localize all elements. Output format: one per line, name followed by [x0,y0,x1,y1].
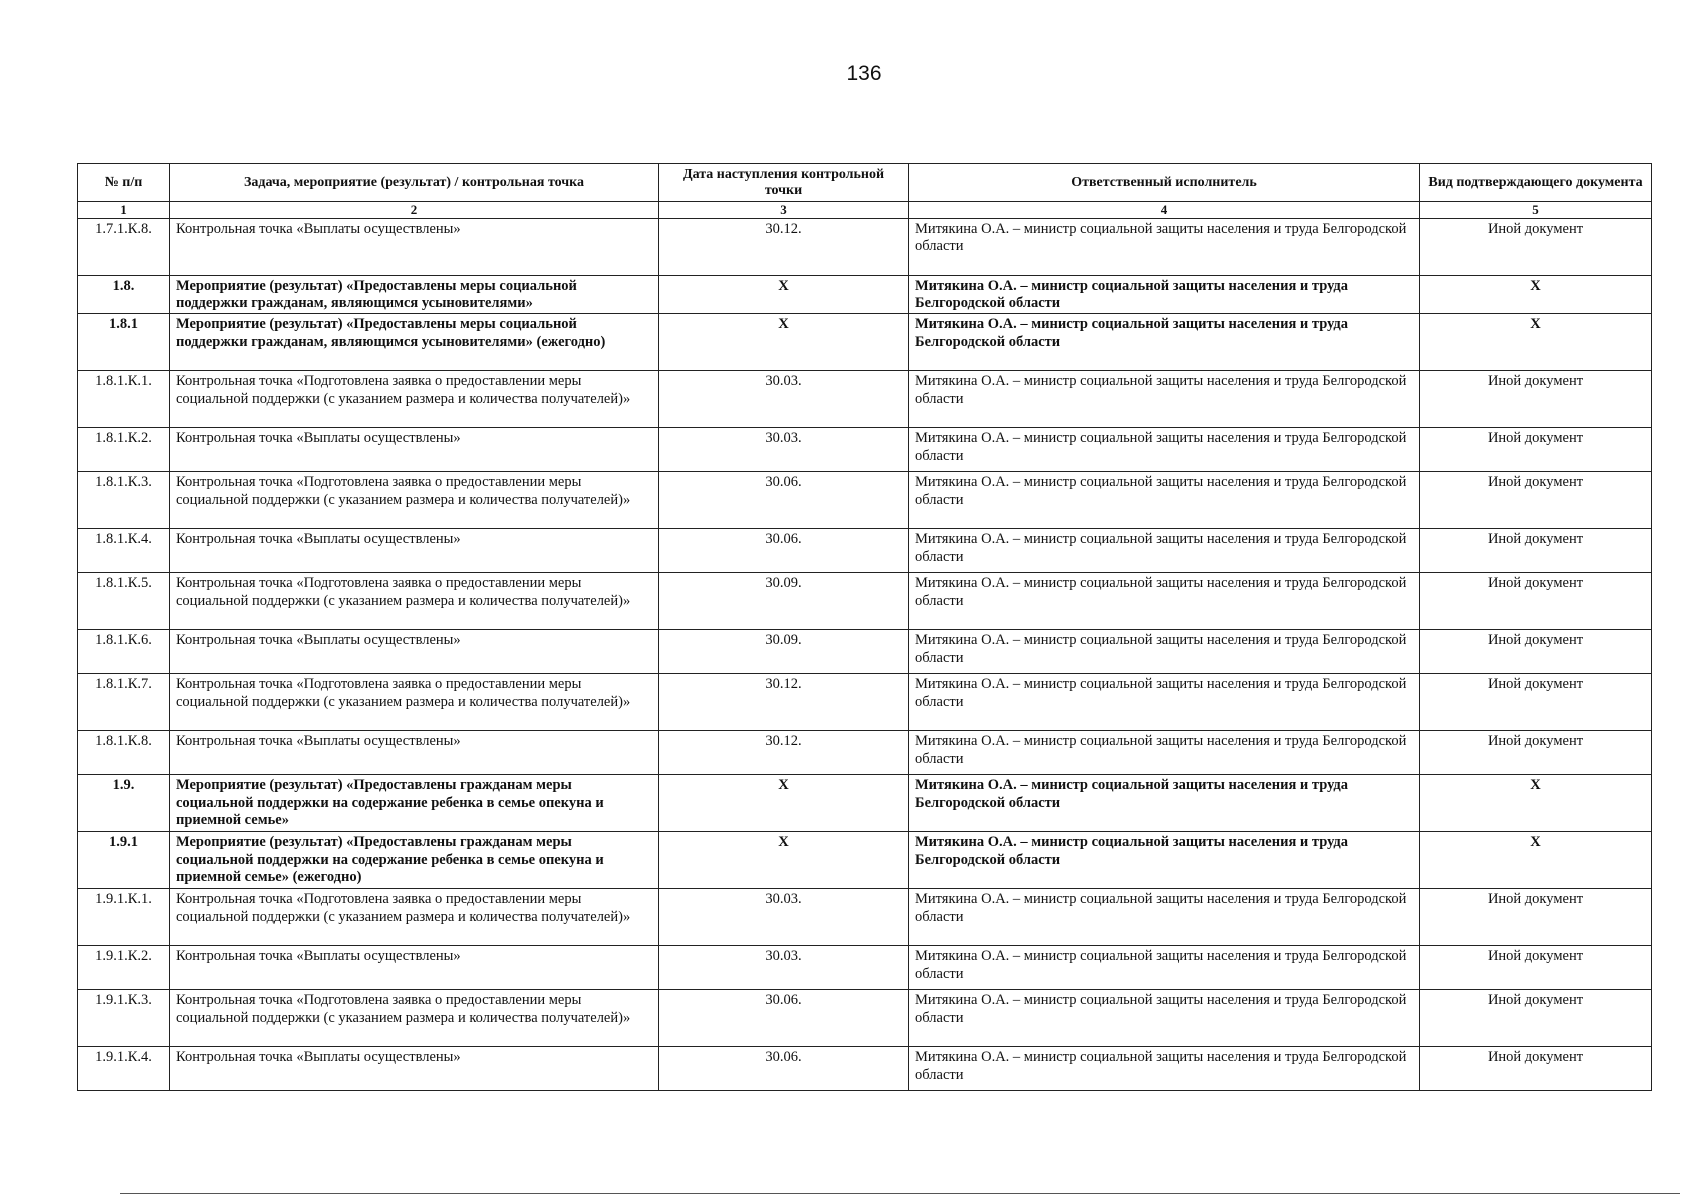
control-point-row [78,946,1652,990]
row-date: 30.06. [659,1047,909,1091]
row-date: 30.06. [659,529,909,573]
row-document-type: Иной документ [1420,889,1652,946]
row-responsible: Митякина О.А. – министр социальной защиты населения и труда Белгородской области [909,990,1420,1047]
row-responsible: Митякина О.А. – министр социальной защиты населения и труда Белгородской области [909,1047,1420,1091]
row-task: Контрольная точка «Подготовлена заявка о предоставлении меры социальной поддержки (с указанием размера и количества получателей)» [170,573,659,630]
control-point-row [78,990,1652,1047]
row-responsible: Митякина О.А. – министр социальной защиты населения и труда Белгородской области [909,832,1420,889]
row-responsible: Митякина О.А. – министр социальной защиты населения и труда Белгородской области [909,314,1420,371]
row-number: 1.7.1.К.8. [78,218,170,275]
row-document-type: Иной документ [1420,529,1652,573]
row-responsible: Митякина О.А. – министр социальной защиты населения и труда Белгородской области [909,371,1420,428]
header-date: Дата наступления контрольной точки [659,164,909,202]
row-responsible: Митякина О.А. – министр социальной защиты населения и труда Белгородской области [909,630,1420,674]
row-date: 30.12. [659,218,909,275]
row-responsible: Митякина О.А. – министр социальной защиты населения и труда Белгородской области [909,889,1420,946]
row-document-type: Иной документ [1420,573,1652,630]
control-point-row [78,218,1652,275]
row-number: 1.8.1.К.3. [78,472,170,529]
row-responsible: Митякина О.А. – министр социальной защиты населения и труда Белгородской области [909,472,1420,529]
row-date: Х [659,832,909,889]
column-number: 4 [909,202,1420,219]
row-task: Контрольная точка «Выплаты осуществлены» [170,428,659,472]
control-points-table [77,163,1652,1091]
activity-row [78,314,1652,371]
row-number: 1.8. [78,275,170,314]
row-number: 1.9.1 [78,832,170,889]
row-date: Х [659,275,909,314]
row-document-type: Иной документ [1420,218,1652,275]
row-number: 1.8.1.К.2. [78,428,170,472]
row-date: 30.06. [659,472,909,529]
row-task: Мероприятие (результат) «Предоставлены гражданам меры социальной поддержки на содержание ребенка в семье опекуна и приемной семье» [170,775,659,832]
row-task: Контрольная точка «Подготовлена заявка о предоставлении меры социальной поддержки (с указанием размера и количества получателей)» [170,990,659,1047]
row-task: Контрольная точка «Выплаты осуществлены» [170,529,659,573]
row-document-type: Иной документ [1420,371,1652,428]
row-task: Контрольная точка «Подготовлена заявка о предоставлении меры социальной поддержки (с указанием размера и количества получателей)» [170,371,659,428]
row-task: Контрольная точка «Подготовлена заявка о предоставлении меры социальной поддержки (с указанием размера и количества получателей)» [170,472,659,529]
control-point-row [78,428,1652,472]
activity-row [78,775,1652,832]
row-responsible: Митякина О.А. – министр социальной защиты населения и труда Белгородской области [909,275,1420,314]
row-responsible: Митякина О.А. – министр социальной защиты населения и труда Белгородской области [909,946,1420,990]
row-task: Контрольная точка «Выплаты осуществлены» [170,1047,659,1091]
row-number: 1.8.1.К.6. [78,630,170,674]
row-responsible: Митякина О.А. – министр социальной защиты населения и труда Белгородской области [909,428,1420,472]
row-date: Х [659,775,909,832]
row-number: 1.8.1.К.4. [78,529,170,573]
row-document-type: Иной документ [1420,946,1652,990]
row-document-type: Иной документ [1420,1047,1652,1091]
row-document-type: Иной документ [1420,630,1652,674]
row-responsible: Митякина О.А. – министр социальной защиты населения и труда Белгородской области [909,218,1420,275]
control-point-row [78,1047,1652,1091]
control-point-row [78,674,1652,731]
header-task: Задача, мероприятие (результат) / контрольная точка [170,164,659,202]
row-document-type: Х [1420,275,1652,314]
row-number: 1.8.1.К.7. [78,674,170,731]
row-task: Контрольная точка «Выплаты осуществлены» [170,218,659,275]
column-number: 3 [659,202,909,219]
row-date: 30.12. [659,731,909,775]
row-number: 1.9.1.К.4. [78,1047,170,1091]
row-task: Мероприятие (результат) «Предоставлены меры социальной поддержки гражданам, являющимся усыновителями» [170,275,659,314]
row-task: Мероприятие (результат) «Предоставлены гражданам меры социальной поддержки на содержание ребенка в семье опекуна и приемной семье» (ежегодно) [170,832,659,889]
row-task: Мероприятие (результат) «Предоставлены меры социальной поддержки гражданам, являющимся усыновителями» (ежегодно) [170,314,659,371]
row-responsible: Митякина О.А. – министр социальной защиты населения и труда Белгородской области [909,573,1420,630]
control-point-row [78,889,1652,946]
row-date: 30.09. [659,573,909,630]
control-point-row [78,630,1652,674]
row-date: 30.03. [659,889,909,946]
row-date: 30.03. [659,946,909,990]
row-responsible: Митякина О.А. – министр социальной защиты населения и труда Белгородской области [909,775,1420,832]
row-number: 1.9.1.К.2. [78,946,170,990]
row-document-type: Х [1420,314,1652,371]
row-responsible: Митякина О.А. – министр социальной защиты населения и труда Белгородской области [909,731,1420,775]
column-number: 5 [1420,202,1652,219]
row-task: Контрольная точка «Выплаты осуществлены» [170,731,659,775]
row-task: Контрольная точка «Выплаты осуществлены» [170,946,659,990]
row-date: 30.09. [659,630,909,674]
row-date: 30.03. [659,428,909,472]
row-date: 30.03. [659,371,909,428]
table-header-row [78,164,1652,202]
header-number: № п/п [78,164,170,202]
row-number: 1.8.1.К.5. [78,573,170,630]
control-point-row [78,529,1652,573]
control-point-row [78,371,1652,428]
row-date: Х [659,314,909,371]
row-number: 1.8.1.К.8. [78,731,170,775]
row-document-type: Иной документ [1420,990,1652,1047]
column-numbers-row [78,202,1652,219]
control-point-row [78,472,1652,529]
row-responsible: Митякина О.А. – министр социальной защиты населения и труда Белгородской области [909,674,1420,731]
scan-edge-line [120,1193,1680,1194]
header-responsible: Ответственный исполнитель [909,164,1420,202]
row-document-type: Иной документ [1420,428,1652,472]
row-task: Контрольная точка «Подготовлена заявка о предоставлении меры социальной поддержки (с указанием размера и количества получателей)» [170,889,659,946]
table-body [78,218,1652,1091]
column-number: 2 [170,202,659,219]
control-point-row [78,573,1652,630]
column-number: 1 [78,202,170,219]
row-responsible: Митякина О.А. – министр социальной защиты населения и труда Белгородской области [909,529,1420,573]
row-document-type: Иной документ [1420,472,1652,529]
row-date: 30.12. [659,674,909,731]
row-number: 1.8.1.К.1. [78,371,170,428]
row-number: 1.9. [78,775,170,832]
row-number: 1.9.1.К.1. [78,889,170,946]
header-document-type: Вид подтверждающего документа [1420,164,1652,202]
row-document-type: Иной документ [1420,731,1652,775]
row-document-type: Иной документ [1420,674,1652,731]
row-task: Контрольная точка «Выплаты осуществлены» [170,630,659,674]
row-document-type: Х [1420,832,1652,889]
activity-row [78,832,1652,889]
row-number: 1.9.1.К.3. [78,990,170,1047]
row-date: 30.06. [659,990,909,1047]
control-point-row [78,731,1652,775]
activity-row [78,275,1652,314]
page-number: 136 [846,62,882,85]
row-number: 1.8.1 [78,314,170,371]
row-task: Контрольная точка «Подготовлена заявка о предоставлении меры социальной поддержки (с указанием размера и количества получателей)» [170,674,659,731]
row-document-type: Х [1420,775,1652,832]
